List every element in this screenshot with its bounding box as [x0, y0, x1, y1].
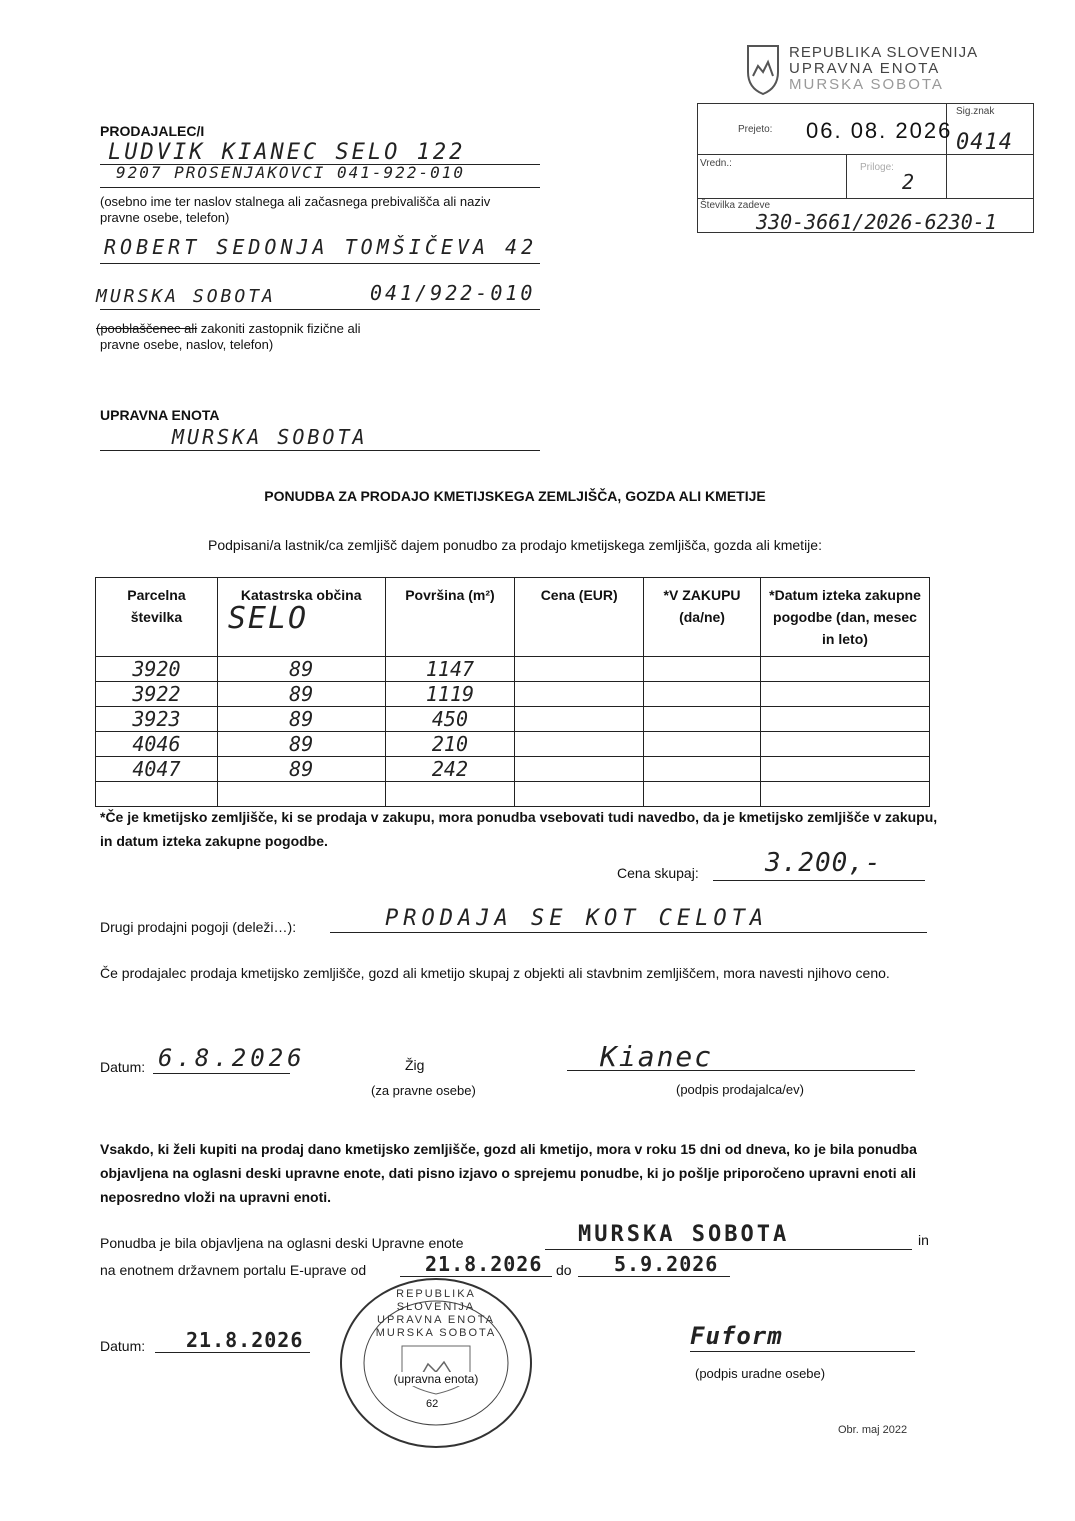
publication-from-date: 21.8.2026: [425, 1252, 543, 1276]
header-lease: *V ZAKUPU (da/ne): [644, 578, 761, 657]
seal-text: REPUBLIKA SLOVENIJA UPRAVNA ENOTA MURSKA SOBOTA: [375, 1288, 497, 1339]
cell-cadastre: 89: [217, 707, 385, 732]
case-value: 330-3661/2026-6230-1: [756, 210, 997, 234]
official-signature: Fuform: [690, 1322, 783, 1350]
header-lease-end: *Datum izteka zakupne pogodbe (dan, mesec in leto): [761, 578, 930, 657]
seller-hand-line-4: MURSKA SOBOTA: [96, 286, 276, 307]
seller-hand-line-4-phone: 041/922-010: [370, 281, 536, 305]
agent-note: [96, 321, 516, 353]
cell-lease: [644, 682, 761, 707]
table-row: [96, 657, 930, 682]
cell-parcel: 4046: [96, 732, 218, 757]
cell-lease: [644, 657, 761, 682]
table-row: [96, 682, 930, 707]
cell-lease-end: [761, 657, 930, 682]
office-date-value: 21.8.2026: [186, 1328, 304, 1352]
cell-lease-end: [761, 757, 930, 782]
seller-hand-line-1: LUDVIK KIANEC SELO 122: [108, 140, 466, 165]
agent-note-strike: (pooblaščenec ali: [96, 321, 198, 336]
stamp-line-3: MURSKA SOBOTA: [789, 76, 944, 93]
cell-lease: [644, 757, 761, 782]
conditions-value: PRODAJA SE KOT CELOTA: [385, 906, 769, 931]
header-area: Površina (m²): [385, 578, 515, 657]
publication-line-1-end: in: [918, 1232, 929, 1248]
table-row: [96, 707, 930, 732]
received-label: Prejeto:: [738, 124, 773, 135]
case-label: Številka zadeve: [700, 200, 771, 211]
table-row: [96, 732, 930, 757]
parcel-table: [95, 577, 930, 807]
cell-parcel: 4047: [96, 757, 218, 782]
notice-text: Vsakdo, ki želi kupiti na prodaj dano kmetijsko zemljišče, gozd ali kmetijo, mora v roku 15 dni od dneva, ko je bila ponudba objavljena na oglasni deski upravne enote, dati pisno izjavo o sprejemu ponudbe, ki jo pošlje priporočeno upravni enoti ali neposredno vloži na upravni enoti.: [100, 1141, 917, 1205]
official-seal: [340, 1278, 532, 1448]
stamp-line-1: REPUBLIKA SLOVENIJA: [789, 44, 979, 61]
seal-label: Žig: [405, 1057, 425, 1073]
cell-price: [515, 782, 644, 807]
seller-hand-line-3: ROBERT SEDONJA TOMŠIČEVA 42: [104, 235, 538, 259]
total-label: Cena skupaj:: [617, 865, 699, 881]
cadastre-hand: SELO: [227, 601, 309, 636]
cell-lease-end: [761, 782, 930, 807]
cell-parcel: 3923: [96, 707, 218, 732]
cell-lease: [644, 782, 761, 807]
header-parcel: Parcelna številka: [96, 578, 218, 657]
cell-cadastre: 89: [217, 732, 385, 757]
sign-value: 0414: [956, 130, 1013, 155]
cell-area: 242: [385, 757, 515, 782]
agent-note-rest: zakoniti zastopnik fizične ali: [197, 321, 361, 336]
cell-parcel: 3920: [96, 657, 218, 682]
cell-parcel: [96, 782, 218, 807]
cell-parcel: 3922: [96, 682, 218, 707]
header-price: Cena (EUR): [515, 578, 644, 657]
unit-hand-value: MURSKA SOBOTA: [172, 425, 368, 449]
signing-date-label: Datum:: [100, 1059, 146, 1075]
cell-cadastre: 89: [217, 682, 385, 707]
receipt-stamp: [697, 103, 1034, 233]
publication-line-1-label: Ponudba je bila objavljena na oglasni deski Upravne enote: [100, 1235, 464, 1251]
cell-price: [515, 732, 644, 757]
cell-lease-end: [761, 707, 930, 732]
signature-note: (podpis prodajalca/ev): [676, 1082, 804, 1097]
intro-text: Podpisani/a lastnik/ca zemljišč dajem ponudbo za prodajo kmetijskega zemljišča, gozda ali kmetije:: [208, 537, 822, 553]
official-signature-note: (podpis uradne osebe): [695, 1366, 826, 1381]
cell-price: [515, 757, 644, 782]
publication-to-date: 5.9.2026: [614, 1252, 719, 1276]
cell-area: 210: [385, 732, 515, 757]
cell-price: [515, 682, 644, 707]
cell-cadastre: [217, 782, 385, 807]
cell-price: [515, 707, 644, 732]
stamp-line-2: UPRAVNA ENOTA: [789, 60, 941, 77]
cell-price: [515, 657, 644, 682]
office-date-label: Datum:: [100, 1338, 146, 1354]
cell-lease-end: [761, 682, 930, 707]
form-title: PONUDBA ZA PRODAJO KMETIJSKEGA ZEMLJIŠČA, GOZDA ALI KMETIJE: [264, 488, 766, 504]
seller-heading: PRODAJALEC/I: [100, 123, 205, 139]
cell-area: [385, 782, 515, 807]
conditions-label: Drugi prodajni pogoji (deleži…):: [100, 919, 297, 935]
table-row: [96, 782, 930, 807]
seller-hand-line-2: 9207 PROSENJAKOVCI 041-922-010: [116, 163, 465, 182]
cell-cadastre: 89: [217, 757, 385, 782]
cell-lease-end: [761, 732, 930, 757]
sign-label: Sig.znak: [956, 106, 995, 117]
coat-of-arms-icon: [745, 42, 781, 96]
cell-lease: [644, 707, 761, 732]
publication-to-label: do: [556, 1262, 572, 1278]
table-row: [96, 757, 930, 782]
lease-note: *Če je kmetijsko zemljišče, ki se prodaja v zakupu, mora ponudba vsebovati tudi navedbo, da je kmetijsko zemljišče v zakupu, in datum izteka zakupne pogodbe.: [100, 809, 938, 849]
header-cadastre: Katastrska občina SELO: [217, 578, 385, 657]
value-label: Vredn.:: [700, 158, 732, 169]
form-reference: Obr. maj 2022: [838, 1424, 908, 1436]
cell-lease: [644, 732, 761, 757]
table-header-row: [96, 578, 930, 657]
cell-area: 1119: [385, 682, 515, 707]
unit-heading: UPRAVNA ENOTA: [100, 407, 220, 423]
seller-note: (osebno ime ter naslov stalnega ali začasnega prebivališča ali naziv pravne osebe, telefon): [100, 194, 491, 225]
seller-signature: Kianec: [600, 1040, 714, 1073]
cell-cadastre: 89: [217, 657, 385, 682]
cell-area: 1147: [385, 657, 515, 682]
objects-note: Če prodajalec prodaja kmetijsko zemljišče, gozd ali kmetijo skupaj z objekti ali stavbnim zemljiščem, mora navesti njihovo ceno.: [100, 965, 890, 981]
total-value: 3.200,-: [765, 848, 882, 878]
authority-stamp: [745, 42, 1005, 98]
received-date: 06. 08. 2026: [806, 118, 953, 143]
agent-note-line-2: pravne osebe, naslov, telefon): [100, 337, 274, 352]
seal-number: 62: [426, 1398, 439, 1410]
cell-area: 450: [385, 707, 515, 732]
publication-line-2-label: na enotnem državnem portalu E-uprave od: [100, 1262, 367, 1278]
seal-unit-note: (upravna enota): [382, 1372, 490, 1386]
signing-date-value: 6.8.2026: [158, 1044, 306, 1072]
attach-label: Priloge:: [860, 162, 894, 173]
publication-unit-value: MURSKA SOBOTA: [578, 1222, 790, 1247]
attach-value: 2: [902, 170, 918, 194]
seal-note: (za pravne osebe): [371, 1083, 476, 1098]
